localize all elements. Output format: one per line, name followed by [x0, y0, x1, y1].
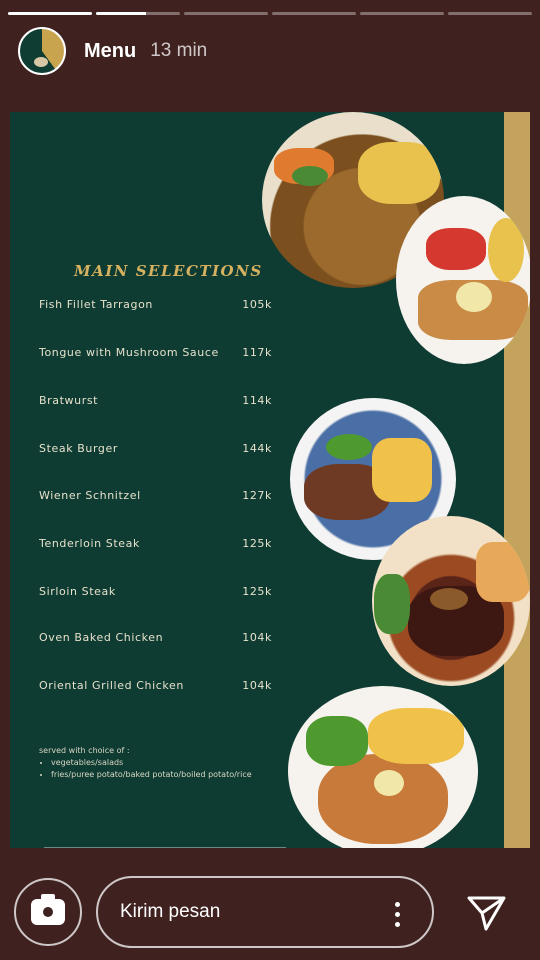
- menu-item-name: Tenderloin Steak: [39, 537, 140, 550]
- send-icon[interactable]: [466, 893, 508, 933]
- menu-item: [39, 442, 272, 455]
- menu-item-price: 127k: [242, 489, 272, 502]
- menu-card: [10, 112, 530, 848]
- menu-item-name: Oven Baked Chicken: [39, 631, 164, 644]
- progress-segment: [184, 12, 268, 15]
- progress-segment: [272, 12, 356, 15]
- menu-item-price: 117k: [242, 346, 272, 359]
- menu-thumbnail-avatar[interactable]: [18, 27, 66, 75]
- sides-option: • fries/puree potato/baked potato/boiled potato/rice: [51, 769, 252, 781]
- menu-item-name: Wiener Schnitzel: [39, 489, 141, 502]
- menu-item-name: Tongue with Mushroom Sauce: [39, 346, 219, 359]
- sides-note: [39, 745, 252, 781]
- menu-item: [39, 679, 272, 692]
- menu-item-price: 114k: [242, 394, 272, 407]
- progress-segment: [448, 12, 532, 15]
- menu-item-name: Steak Burger: [39, 442, 118, 455]
- menu-item: [39, 346, 272, 359]
- camera-icon: [31, 899, 65, 925]
- menu-item: [39, 537, 272, 550]
- message-input[interactable]: [96, 876, 434, 948]
- food-photo-steak-burger: [372, 516, 530, 686]
- menu-item-name: Bratwurst: [39, 394, 99, 407]
- camera-button[interactable]: [14, 878, 82, 946]
- menu-item: [39, 489, 272, 502]
- menu-item: [39, 298, 272, 311]
- sides-option: • vegetables/salads: [51, 757, 252, 769]
- menu-item: [39, 585, 272, 598]
- menu-item-name: Sirloin Steak: [39, 585, 116, 598]
- food-photo-schnitzel: [288, 686, 478, 848]
- menu-item-name: Oriental Grilled Chicken: [39, 679, 184, 692]
- progress-segment: [8, 12, 92, 15]
- menu-item-price: 104k: [242, 631, 272, 644]
- menu-item: [39, 631, 272, 644]
- progress-segment: [360, 12, 444, 15]
- menu-item-price: 104k: [242, 679, 272, 692]
- divider: [44, 847, 286, 848]
- story-progress: [8, 12, 532, 15]
- food-photo-fish-fillet: [396, 196, 530, 364]
- menu-item-price: 105k: [242, 298, 272, 311]
- menu-title: MAIN SELECTIONS: [74, 262, 263, 280]
- progress-segment: [96, 12, 180, 15]
- account-name[interactable]: Menu: [84, 39, 137, 62]
- menu-item-price: 125k: [242, 537, 272, 550]
- menu-item: [39, 394, 272, 407]
- more-vertical-icon[interactable]: [395, 902, 400, 927]
- post-time: 13 min: [150, 40, 208, 61]
- menu-item-price: 125k: [242, 585, 272, 598]
- story-header: [18, 26, 522, 76]
- menu-item-name: Fish Fillet Tarragon: [39, 298, 153, 311]
- menu-item-price: 144k: [242, 442, 272, 455]
- sides-note-intro: served with choice of :: [39, 746, 130, 755]
- message-placeholder: Kirim pesan: [120, 901, 221, 922]
